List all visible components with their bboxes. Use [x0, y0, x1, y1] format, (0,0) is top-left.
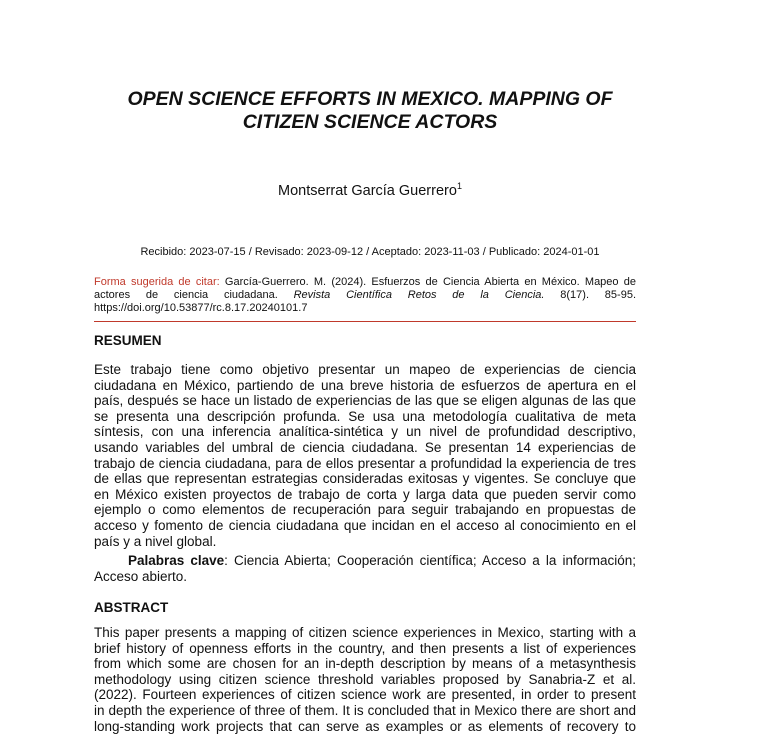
- title-line-2: CITIZEN SCIENCE ACTORS: [242, 111, 498, 133]
- keywords: [94, 553, 636, 584]
- abstract-line: in depth the experience of three of them. It is concluded that in Mexico there are short and: [94, 702, 636, 718]
- abstract-line: This paper presents a mapping of citizen science experiences in Mexico, starting with a: [94, 625, 636, 640]
- author-name: Montserrat García Guerrero: [278, 183, 457, 199]
- citation-doi[interactable]: https://doi.org/10.53877/rc.8.17.20240101.7: [94, 302, 308, 314]
- citation-line-1: Forma sugerida de citar: García-Guerrero. M. (2024). Esfuerzos de Ciencia Abierta en México. Mapeo de: [94, 276, 636, 288]
- abstract-line: (2022). Fourteen experiences of citizen science work are presented, in order to present: [94, 687, 636, 703]
- resumen-line: país, después se hace un listado de experiencias de las que se eligen algunas de las que: [94, 393, 636, 409]
- keywords-line-2: Acceso abierto.: [94, 568, 188, 584]
- keywords-label: Palabras clave: [128, 553, 225, 568]
- citation-line-2: actores de ciencia ciudadana. Revista Científica Retos de la Ciencia. 8(17). 85-95.: [94, 289, 636, 301]
- citation-divider: [94, 321, 636, 322]
- title-line-1: OPEN SCIENCE EFFORTS IN MEXICO. MAPPING OF: [127, 88, 613, 110]
- resumen-line: ejemplo o como elementos de recuperación para seguir trabajando en propuestas de: [94, 502, 636, 518]
- author-affiliation-marker: 1: [456, 181, 462, 191]
- author: [0, 181, 740, 199]
- paper-title: [60, 88, 680, 134]
- abstract-heading: ABSTRACT: [94, 600, 169, 615]
- abstract-text: [94, 625, 636, 734]
- resumen-heading: RESUMEN: [94, 333, 162, 348]
- resumen-line: se presenta una descripción profunda. Se usa una metodología cualitativa de meta: [94, 408, 636, 424]
- resumen-line: trabajo de ciencia ciudadana, para de ellos presentar a profundidad la experiencia de tres: [94, 455, 636, 471]
- resumen-line: ciudadana en México, partiendo de una breve historia de esfuerzos de apertura en el: [94, 377, 636, 393]
- resumen-text: [94, 362, 636, 549]
- resumen-line: Este trabajo tiene como objetivo presentar un mapeo de experiencias de ciencia: [94, 362, 636, 377]
- keywords-line-1: Palabras clave: Ciencia Abierta; Cooperación científica; Acceso a la información;: [128, 553, 636, 568]
- publication-dates: Recibido: 2023-07-15 / Revisado: 2023-09-12 / Aceptado: 2023-11-03 / Publicado: 2024-01-01: [140, 246, 600, 258]
- resumen-line: acceso y fomento de ciencia ciudadana que incidan en el acceso al conocimiento en el: [94, 517, 636, 533]
- resumen-line: país y a nivel global.: [94, 533, 217, 549]
- abstract-line: brief history of openness efforts in the country, and then presents a list of experiences: [94, 640, 636, 656]
- abstract-line: from which some are chosen for an in-depth description by means of a metasynthesis: [94, 656, 636, 672]
- resumen-line: síntesis, con una inferencia analítica-sintética y un nivel de profundidad descriptivo,: [94, 424, 636, 440]
- abstract-line: long-standing work projects that can serve as examples or as elements of recovery to: [94, 718, 636, 734]
- abstract-line: methodology using citizen science threshold variables proposed by Sanabria-Z et al.: [94, 671, 636, 687]
- resumen-line: usando variables del umbral de ciencia ciudadana. Se presentan 14 experiencias de: [94, 439, 636, 455]
- resumen-line: de ellas que representan estrategias consideradas exitosas y vigentes. Se concluye que: [94, 471, 636, 487]
- suggested-citation: [94, 276, 636, 315]
- citation-journal: Revista Científica Retos de la Ciencia.: [293, 289, 545, 301]
- citation-label: Forma sugerida de citar:: [94, 276, 220, 288]
- resumen-line: en México existen proyectos de trabajo de corta y larga data que pueden servir como: [94, 486, 636, 502]
